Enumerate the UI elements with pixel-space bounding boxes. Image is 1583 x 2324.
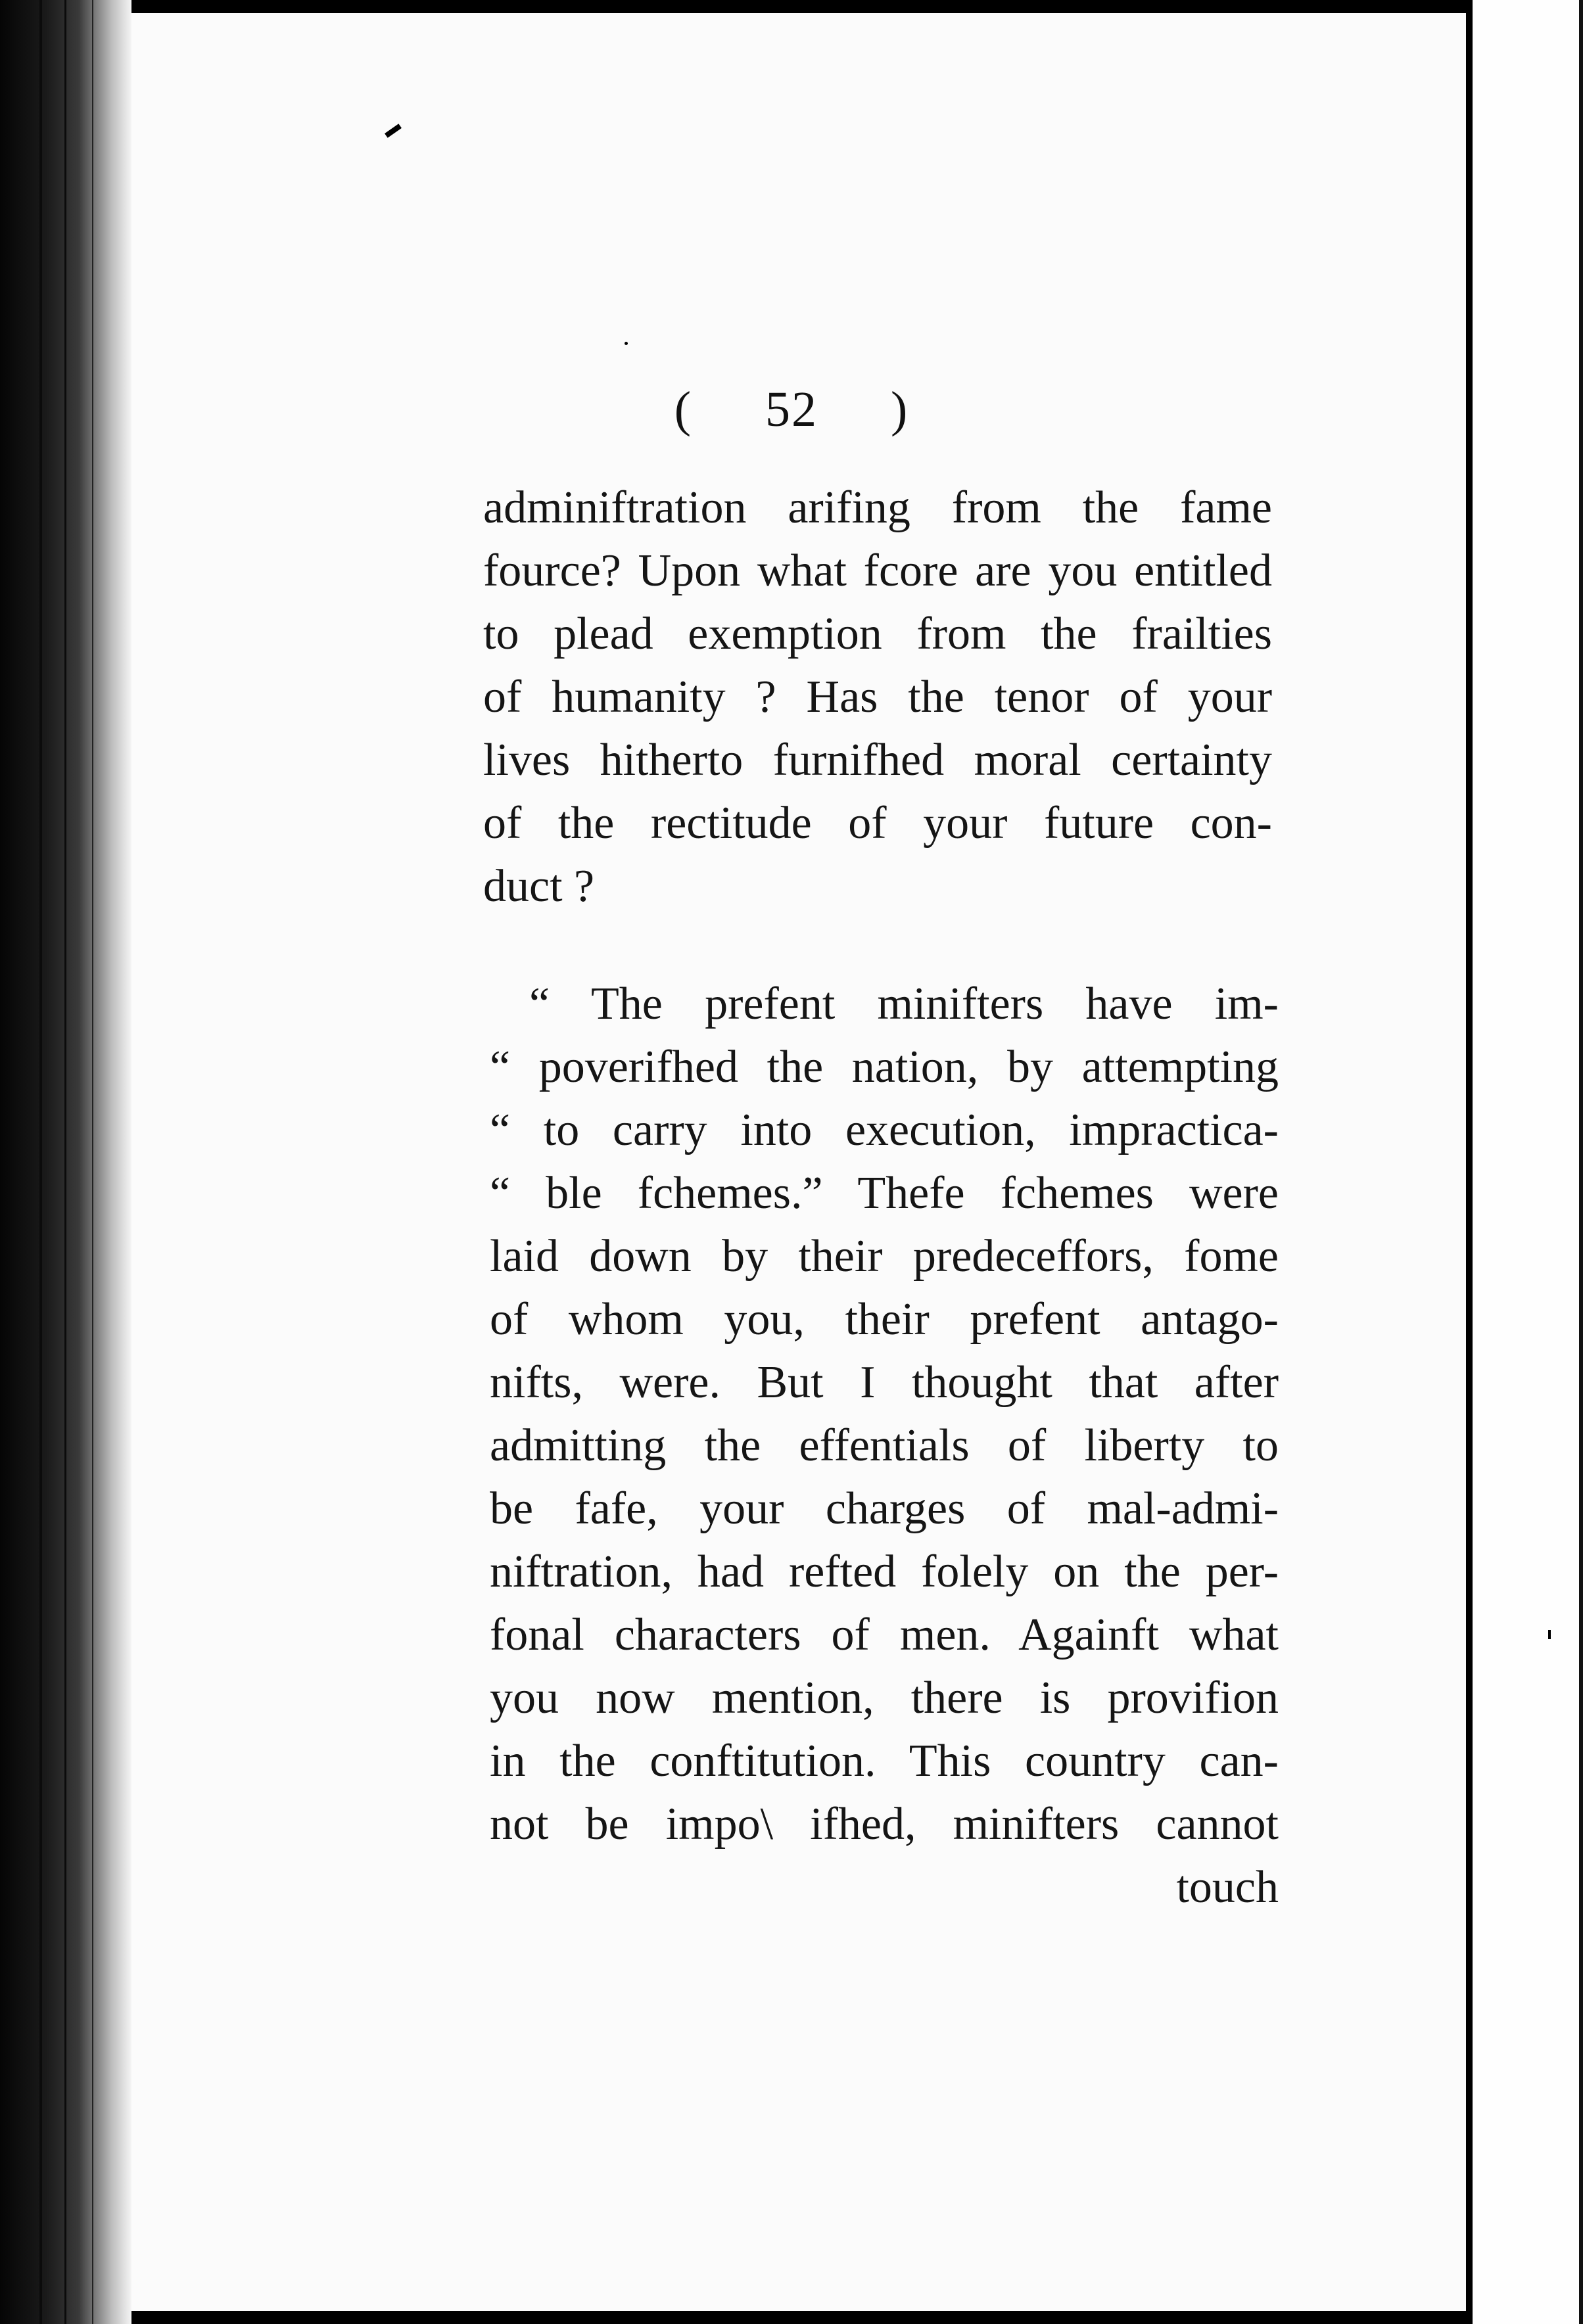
text-line: to plead exemption from the frailties bbox=[483, 609, 1272, 659]
text-line: lives hitherto furnifhed moral certainty bbox=[483, 735, 1272, 785]
text-line: nifts, were. But I thought that after bbox=[490, 1357, 1279, 1408]
text-line: niftration, had refted folely on the per- bbox=[490, 1546, 1279, 1597]
page-number-open-paren: ( bbox=[674, 382, 692, 437]
text-line: adminiftration arifing from the fame bbox=[483, 482, 1272, 533]
text-line: of humanity ? Has the tenor of your bbox=[483, 672, 1272, 722]
page-number: 52 bbox=[765, 382, 818, 437]
text-line: admitting the effentials of liberty to bbox=[490, 1420, 1279, 1471]
paragraph-two bbox=[490, 973, 1279, 1919]
text-line: in the conftitution. This country can- bbox=[490, 1736, 1279, 1786]
catchword: touch bbox=[1176, 1862, 1279, 1913]
text-line: “ poverifhed the nation, by attempting bbox=[490, 1042, 1279, 1092]
text-line: “ ble fchemes.” Thefe fchemes were bbox=[490, 1168, 1279, 1219]
text-line: duct ? bbox=[483, 861, 595, 912]
page-number-close-paren: ) bbox=[891, 382, 909, 437]
text-line: of the rectitude of your future con- bbox=[483, 798, 1272, 848]
ink-speck bbox=[625, 342, 628, 345]
text-line: be fafe, your charges of mal-admi- bbox=[490, 1483, 1279, 1534]
book-spine-gutter bbox=[0, 0, 131, 2324]
text-line: not be impo\ ifhed, minifters cannot bbox=[490, 1799, 1279, 1849]
page-number-header bbox=[0, 381, 1583, 438]
text-line: fource? Upon what fcore are you entitled bbox=[483, 546, 1272, 596]
right-page-border bbox=[1579, 0, 1583, 2324]
paragraph-one bbox=[483, 476, 1272, 918]
text-line: “ The prefent minifters have im- bbox=[529, 979, 1279, 1029]
text-line: of whom you, their prefent antago- bbox=[490, 1294, 1279, 1345]
text-line: “ to carry into execution, impractica- bbox=[490, 1105, 1279, 1155]
text-line: you now mention, there is provifion bbox=[490, 1673, 1279, 1723]
ink-speck bbox=[1548, 1630, 1551, 1639]
text-line: fonal characters of men. Againft what bbox=[490, 1610, 1279, 1660]
text-line: laid down by their predeceffors, fome bbox=[490, 1231, 1279, 1282]
facing-page-edge bbox=[1466, 0, 1583, 2324]
